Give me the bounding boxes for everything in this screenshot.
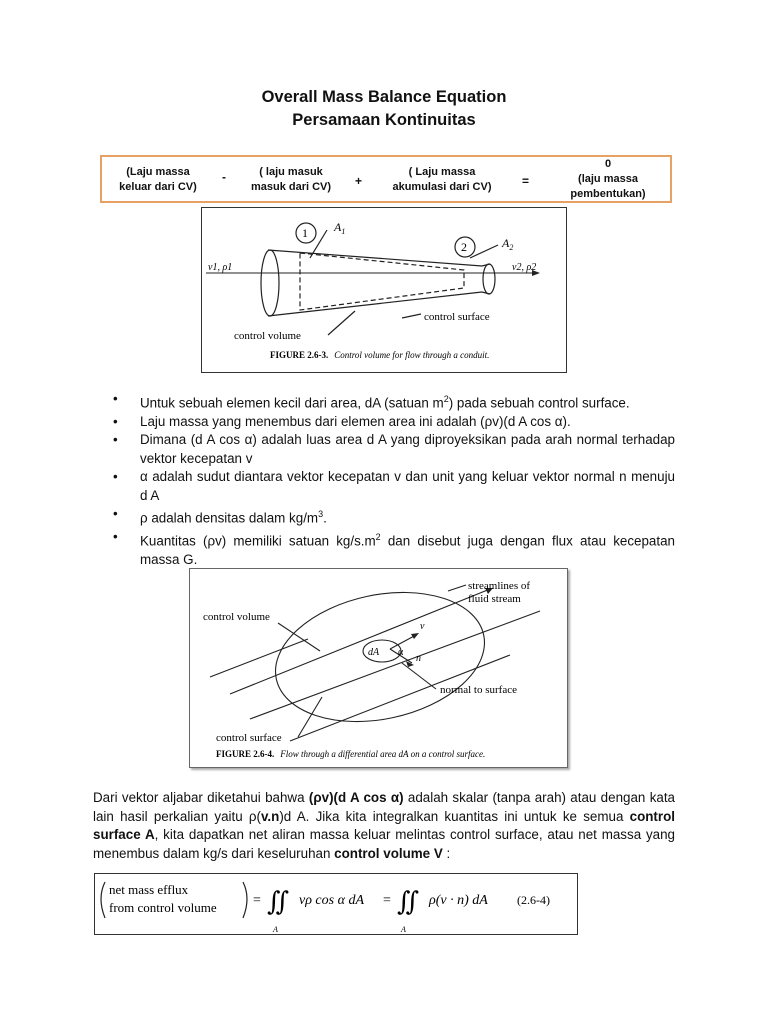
inlet-velocity-label: v1, ρ1 xyxy=(208,262,233,273)
integral-sub-2: A xyxy=(401,925,406,934)
control-volume-label: control volume xyxy=(203,611,270,623)
bullet-item: • Dimana (d A cos α) adalah luas area d A yang diproyeksikan pada arah normal terhadap vektor kecepatan v xyxy=(113,432,675,466)
label-a2: $A_2$ xyxy=(502,236,514,252)
plus-operator: + xyxy=(355,174,363,188)
outlet-velocity-label: v2, ρ2 xyxy=(512,262,537,273)
control-volume-boundary xyxy=(300,253,464,310)
double-integral-1: ∬ xyxy=(267,887,290,916)
streamlines-label-2: fluid stream xyxy=(468,593,521,605)
control-volume-label: control volume xyxy=(234,330,301,342)
equation-number: (2.6-4) xyxy=(517,893,550,907)
integral-sub-1: A xyxy=(273,925,278,934)
term-accumulation: ( Laju massa akumulasi dari CV) xyxy=(392,166,492,193)
figure2-caption: FIGURE 2.6-4. Flow through a differential area dA on a control surface. xyxy=(216,749,486,759)
label-1: 1 xyxy=(302,226,308,240)
equals-2: = xyxy=(383,893,391,908)
conduit-diagram xyxy=(202,208,568,374)
outlet-end xyxy=(483,264,495,294)
normal-to-surface-label: normal to surface xyxy=(440,684,517,696)
alpha-label: α xyxy=(398,647,404,658)
label-a1: $A_1$ xyxy=(334,220,346,236)
figure-differential-area xyxy=(189,568,568,768)
velocity-label: v xyxy=(420,621,425,632)
double-integral-2: ∬ xyxy=(397,887,420,916)
term-generation: 0 (laju massa pembentukan) xyxy=(570,158,646,200)
bullet-item: • α adalah sudut diantara vektor kecepatan v dan unit yang keluar vektor normal n menuju d A xyxy=(113,469,675,503)
bullet-item: • Untuk sebuah elemen kecil dari area, dA (satuan $m^2$) pada sebuah control surface. xyxy=(113,391,630,411)
right-paren xyxy=(243,882,247,918)
differential-area-diagram xyxy=(190,569,569,769)
inlet-end xyxy=(261,250,279,316)
minus-operator: - xyxy=(222,170,226,184)
figure1-caption: FIGURE 2.6-3. Control volume for flow through a conduit. xyxy=(270,350,490,360)
control-surface-label: control surface xyxy=(424,311,490,323)
equation-2-6-4 xyxy=(94,873,578,935)
term-influx: ( laju masuk masuk dari CV) xyxy=(250,166,332,193)
da-label: dA xyxy=(368,647,380,658)
integrand-1: vρ cos α dA xyxy=(299,893,364,908)
streamline xyxy=(290,655,510,741)
lhs-line-1: net mass efflux xyxy=(109,882,189,897)
normal-vector-label: n xyxy=(416,653,421,664)
equation-box xyxy=(100,155,672,203)
title-line-2: Persamaan Kontinuitas xyxy=(292,111,476,129)
body-paragraph: Dari vektor aljabar diketahui bahwa (ρv)(d A cos α) adalah skalar (tanpa arah) atau dengan kata lain hasil perkalian yaitu ρ(v.n)d A. Jika kita integralkan kuantitas ini untuk ke semua control surface A, kita dapatkan net aliran massa keluar melintas control surface, atau net massa yang menembus dalam kg/s dari keseluruhan control volume V : xyxy=(93,790,676,862)
bullet-list xyxy=(113,390,675,570)
bullet-item: • ρ adalah densitas dalam $kg/m^3$. xyxy=(113,506,327,526)
mass-efflux-equation xyxy=(95,874,579,936)
title-line-1: Overall Mass Balance Equation xyxy=(261,88,507,106)
equals-operator: = xyxy=(522,174,530,188)
figure-conduit-control-volume xyxy=(201,207,567,373)
lhs-line-2: from control volume xyxy=(109,900,217,915)
control-surface-ellipse xyxy=(263,574,496,739)
equals-1: = xyxy=(253,893,261,908)
bullet-item: • Laju massa yang menembus dari elemen area ini adalah (ρv)(d A cos α). xyxy=(113,413,571,429)
control-surface-label: control surface xyxy=(216,732,282,744)
left-paren xyxy=(101,882,105,918)
bullet-item: • Kuantitas (ρv) memiliki satuan $kg/s.m^2$ dan disebut juga dengan flux atau kecepatan massa G. xyxy=(113,529,675,568)
streamlines-label: streamlines of xyxy=(468,580,531,592)
label-2: 2 xyxy=(461,240,467,254)
integrand-2: ρ(v · n) dA xyxy=(429,893,488,908)
term-efflux: (Laju massa keluar dari CV) xyxy=(119,166,197,193)
